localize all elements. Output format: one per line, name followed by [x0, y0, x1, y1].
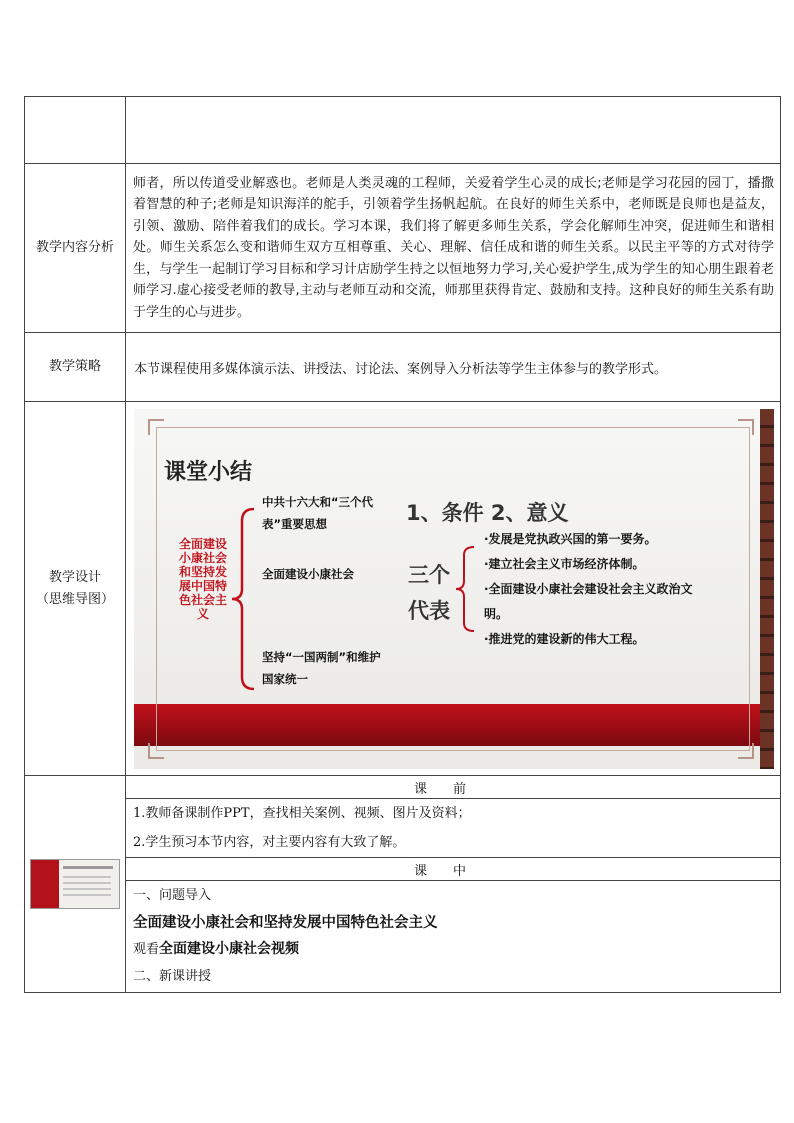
blank-label-cell	[25, 97, 126, 164]
slide-bullet: ·全面建设小康社会建设社会主义政治文明。	[484, 581, 693, 621]
thumbnail-title-line	[63, 866, 113, 869]
before-class-items	[126, 799, 780, 858]
during-class-heading: 课中	[126, 858, 780, 881]
watch-video-title: 全面建设小康社会视频	[159, 941, 300, 957]
slide-bullet: ·发展是党执政兴国的第一要务。	[484, 531, 657, 546]
before-class-heading: 课前	[126, 776, 780, 799]
slide-title: 课堂小结	[164, 459, 253, 485]
during-watch-line	[133, 936, 773, 962]
mind-map-root: 全面建设小康社会和坚持发展中国特色社会主义	[178, 536, 227, 621]
strategy-label: 教学策略	[25, 333, 126, 402]
design-row	[25, 402, 781, 776]
slide-bullet: ·建立社会主义市场经济体制。	[484, 556, 645, 571]
during-bold-topic: 全面建设小康社会和坚持发展中国特色社会主义	[133, 914, 438, 931]
mind-map-node-1: 中共十六大和“三个代表”重要思想	[262, 494, 374, 531]
strategy-row	[25, 333, 781, 402]
design-label-cell	[25, 402, 126, 776]
process-thumbnail-cell	[25, 776, 126, 993]
lesson-plan-table	[24, 96, 781, 993]
design-label: 教学设计	[48, 569, 101, 585]
design-sublabel: （思维导图）	[35, 591, 114, 607]
slide-bullet-list	[484, 527, 714, 652]
process-inner-table	[126, 776, 780, 992]
mind-map-node-3: 坚持“一国两制”和维护国家统一	[262, 649, 381, 686]
during-item: 一、问题导入	[133, 888, 212, 903]
thumbnail-text-line	[63, 888, 111, 890]
content-analysis-label: 教学内容分析	[25, 164, 126, 333]
during-class-items	[126, 881, 780, 993]
during-item: 二、新课讲授	[133, 969, 212, 984]
before-item: 2.学生预习本节内容，对主要内容有大致了解。	[133, 835, 406, 850]
content-analysis-text: 师者，所以传道受业解惑也。老师是人类灵魂的工程师，关爱着学生心灵的成长;老师是学习花园的园丁，播撒着智慧的种子;老师是知识海洋的舵手，引领着学生扬帆起航。在良好的师生关系中，老师既是良师也是益友，引领、激励、陪伴着我们的成长。学习本课，我们将了解更多师生关系，学会化解师生冲突，促进师生和谐相处。师生关系怎么变和谐师生双方互相尊重、关心、理解、信任成和谐的师生关系。以民主平等的方式对待学生，与学生一起制订学习目标和学习计店励学生持之以恒地努力学习,关心爱护学生,成为学生的知心朋生跟着老师学习.虚心接受老师的教导,主动与老师互动和交流，师那里获得肯定、鼓励和支持。这种良好的师生关系有助于学生的心与进步。	[133, 175, 774, 320]
mind-map-node-2: 全面建设小康社会	[262, 566, 354, 581]
watch-prefix: 观看	[133, 942, 160, 957]
design-slide-cell	[126, 402, 781, 776]
thumbnail-text-line	[63, 876, 111, 878]
condition-meaning-heading: 1、条件 2、意义	[406, 500, 569, 525]
strategy-text: 本节课程使用多媒体演示法、讲授法、讨论法、案例导入分析法等学生主体参与的教学形式。	[134, 361, 668, 377]
slide-bullet: ·推进党的建设新的伟大工程。	[484, 631, 645, 646]
process-cell	[126, 776, 781, 993]
slide-thumbnail	[30, 859, 120, 909]
thumbnail-red-block	[31, 860, 59, 908]
content-analysis-cell	[126, 164, 781, 333]
process-row	[25, 776, 781, 993]
strategy-cell	[126, 333, 781, 402]
three-represents-label: 三个代表	[408, 562, 450, 623]
thumbnail-text-line	[63, 894, 111, 896]
blank-content-cell	[126, 97, 781, 164]
before-item: 1.教师备课制作PPT，查找相关案例、视频、图片及资料；	[133, 806, 471, 821]
mind-map-slide	[134, 409, 774, 769]
thumbnail-text-line	[63, 882, 111, 884]
blank-row	[25, 97, 781, 164]
content-analysis-row	[25, 164, 781, 333]
